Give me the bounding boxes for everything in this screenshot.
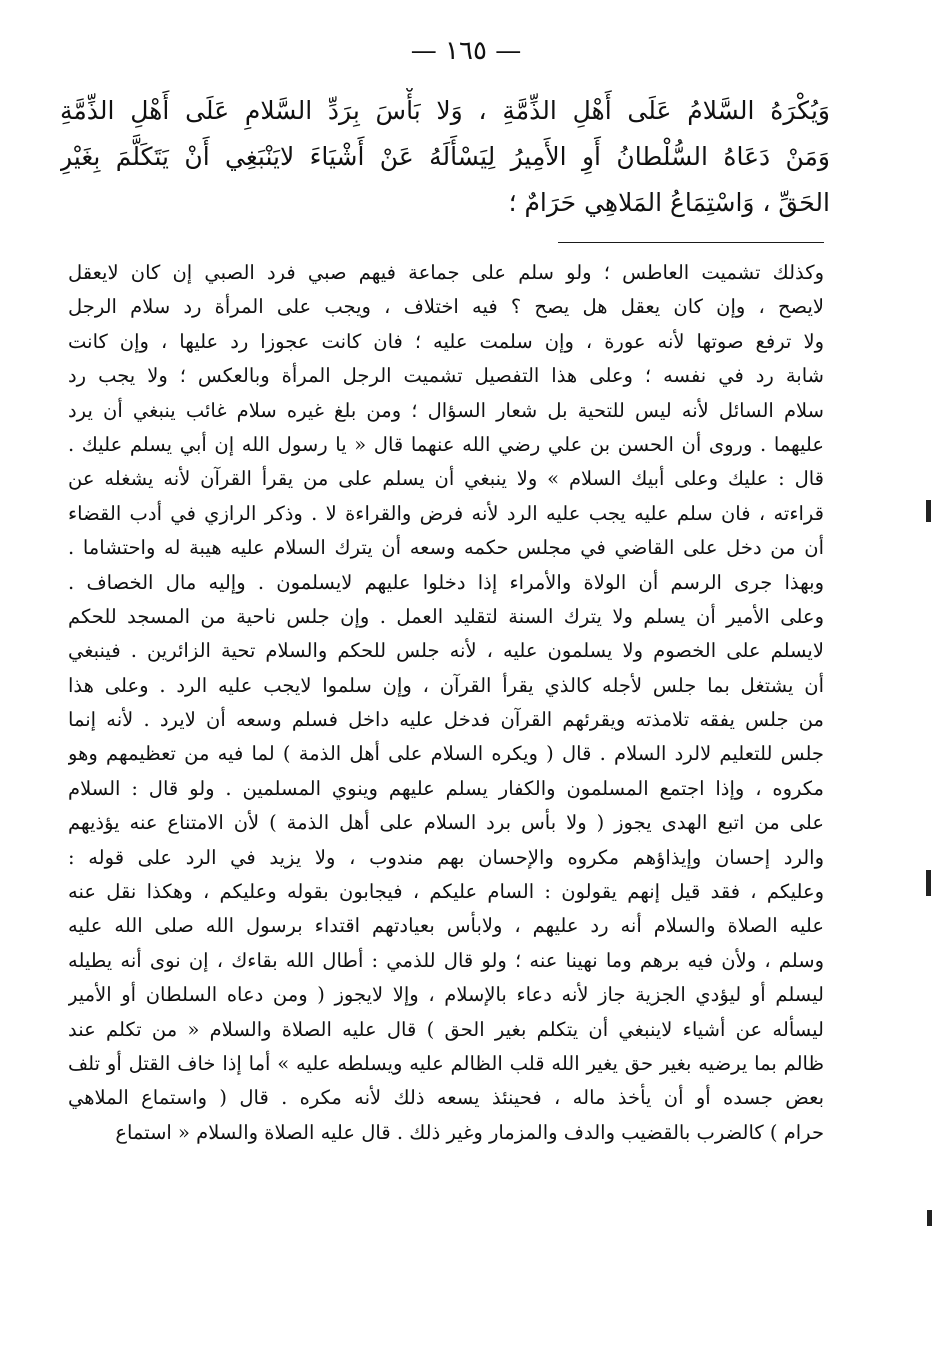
commentary-line: حرام ) كالضرب بالقضيب والدف والمزمار وغير ذلك . قال عليه الصلاة والسلام « استماع xyxy=(115,1120,824,1144)
commentary-line: والرد إحسان وإيذاؤهم مكروه والإحسان بهم مندوب ، ولا يزيد في الرد على قوله : xyxy=(68,845,824,869)
main-text-block xyxy=(60,88,830,226)
separator-rule xyxy=(558,242,824,243)
commentary-line: وعلى الأمير أن يسلم ولا يترك السنة لتقليد العمل . وإن جلس ناحية من المسجد للحكم xyxy=(68,604,824,628)
commentary-line: وكذلك تشميت العاطس ؛ ولو سلم على جماعة فيهم صبي فرد الصبي إن كان لايعقل xyxy=(68,261,824,284)
commentary-line: شابة رد في نفسه ؛ وعلى هذا التفصيل تشميت الرجل المرأة وبالعكس ؛ ولا يجب رد xyxy=(68,364,824,388)
commentary-line: أن من دخل على القاضي في مجلس حكمه وسعه أن يترك السلام عليه هيبة له واحتشاما . xyxy=(68,536,824,560)
commentary-block xyxy=(68,256,824,1150)
commentary-line: مكروه ، وإذا اجتمع المسلمون والكفار يسلم عليهم وينوي المسلمين . ولو قال : السلام xyxy=(68,776,824,800)
commentary-line: قال : عليك وعلى أبيك السلام » ولا ينبغي أن يسلم على من يقرأ القرآن لأنه يشغله عن xyxy=(68,467,824,491)
scan-edge-mark xyxy=(927,1210,932,1226)
commentary-line: عليه الصلاة والسلام أنه رد عليهم ، ولابأس بعيادتهم اقتداء برسول الله صلى الله عليه xyxy=(68,914,824,938)
main-text-line: الحَقِّ ، وَاسْتِمَاعُ المَلاهِي حَرَامٌ ؛ xyxy=(508,188,830,217)
page-number: — ١٦٥ — xyxy=(410,36,522,66)
commentary-line: لايسلم على الخصوم ولا يسلمون عليه ، لأنه جلس للحكم والسلام تحية الزائرين . فينبغي xyxy=(68,639,824,663)
commentary-line: سلام السائل لأنه ليس للتحية بل شعار السؤال ؛ ومن بلغ غيره سلام غائب ينبغي أن يرد xyxy=(68,398,824,422)
commentary-line: من جلس يفقه تلامذته ويقرئهم القرآن فدخل عليه داخل فسلم وسعه أن لايرد . لأنه إنما xyxy=(68,708,824,732)
main-text-line: وَمَنْ دَعَاهُ السُّلْطانُ أَوِ الأَمِيرُ لِيَسْأَلَهُ عَنْ أَشْيَاءَ لايَنْبَغِي أَنْ يَتَكَلَّمَ بِغَيْرِ xyxy=(60,142,830,171)
commentary-line: وسلم ، ولأن فيه برهم وما نهينا عنه ؛ ولو قال للذمي : أطال الله بقاءك ، إن نوى أنه يطيله xyxy=(68,948,824,972)
commentary-line: وعليكم ، فقد قيل إنهم يقولون : السام عليكم ، فيجابون بقوله وعليكم ، وهكذا نقل عنه xyxy=(68,880,824,904)
main-text-line: وَيُكْرَهُ السَّلامُ عَلَى أَهْلِ الذِّمَّةِ ، وَلا بَأْسَ بِرَدِّ السَّلامِ عَلَى أَهْلِ الذِّمَّةِ xyxy=(60,96,830,125)
scan-edge-mark xyxy=(926,500,931,522)
commentary-line: ليسلم أو ليؤدي الجزية جاز لأنه دعاء بالإسلام ، وإلا لايجوز ( ومن دعاه السلطان أو الأمير xyxy=(68,983,824,1007)
commentary-line: ظالم بما يرضيه بغير حق يغير الله قلب الظالم عليه ويسلطه عليه » أما إذا خاف القتل أو تلف xyxy=(68,1051,824,1075)
commentary-line: بعض جسده أو أن يأخذ ماله ، فحينئذ يسعه ذلك لأنه مكره . قال ( واستماع الملاهي xyxy=(68,1086,824,1110)
commentary-line: عليهما . وروى أن الحسن بن علي رضي الله عنهما قال « يا رسول الله إن أبي يسلم عليك . xyxy=(68,432,824,456)
commentary-line: لايصح ، وإن كان يعقل هل يصح ؟ فيه اختلاف ، ويجب على المرأة رد سلام الرجل xyxy=(68,295,824,319)
scan-edge-mark xyxy=(926,870,931,896)
commentary-line: وبهذا جرى الرسم أن الولاة والأمراء إذا دخلوا عليهم لايسلمون . وإليه مال الخصاف . xyxy=(68,570,824,594)
commentary-line: قراءته ، فان سلم عليه يجب عليه الرد لأنه فرض والقراءة لا . وذكر الرازي في أدب القضاء xyxy=(68,501,824,525)
commentary-line: ولا ترفع صوتها لأنه عورة ، وإن سلمت عليه ؛ فان كانت عجوزا رد عليها ، وإن كانت xyxy=(68,329,824,353)
commentary-line: أن يشتغل بما جلس لأجله كالذي يقرأ القرآن ، وإن سلموا لايجب عليه الرد . وعلى هذا xyxy=(68,673,824,697)
commentary-line: ليسأله عن أشياء لاينبغي أن يتكلم بغير الحق ) قال عليه الصلاة والسلام « من تكلم عند xyxy=(68,1017,824,1041)
commentary-line: جلس للتعليم لالرد السلام . قال ( ويكره السلام على أهل الذمة ) لما فيه من تعظيمهم وهو xyxy=(68,742,824,766)
commentary-line: على من اتبع الهدى يجوز ( ولا بأس برد السلام على أهل الذمة ) لأن الامتناع عنه يؤذيهم xyxy=(68,811,824,835)
